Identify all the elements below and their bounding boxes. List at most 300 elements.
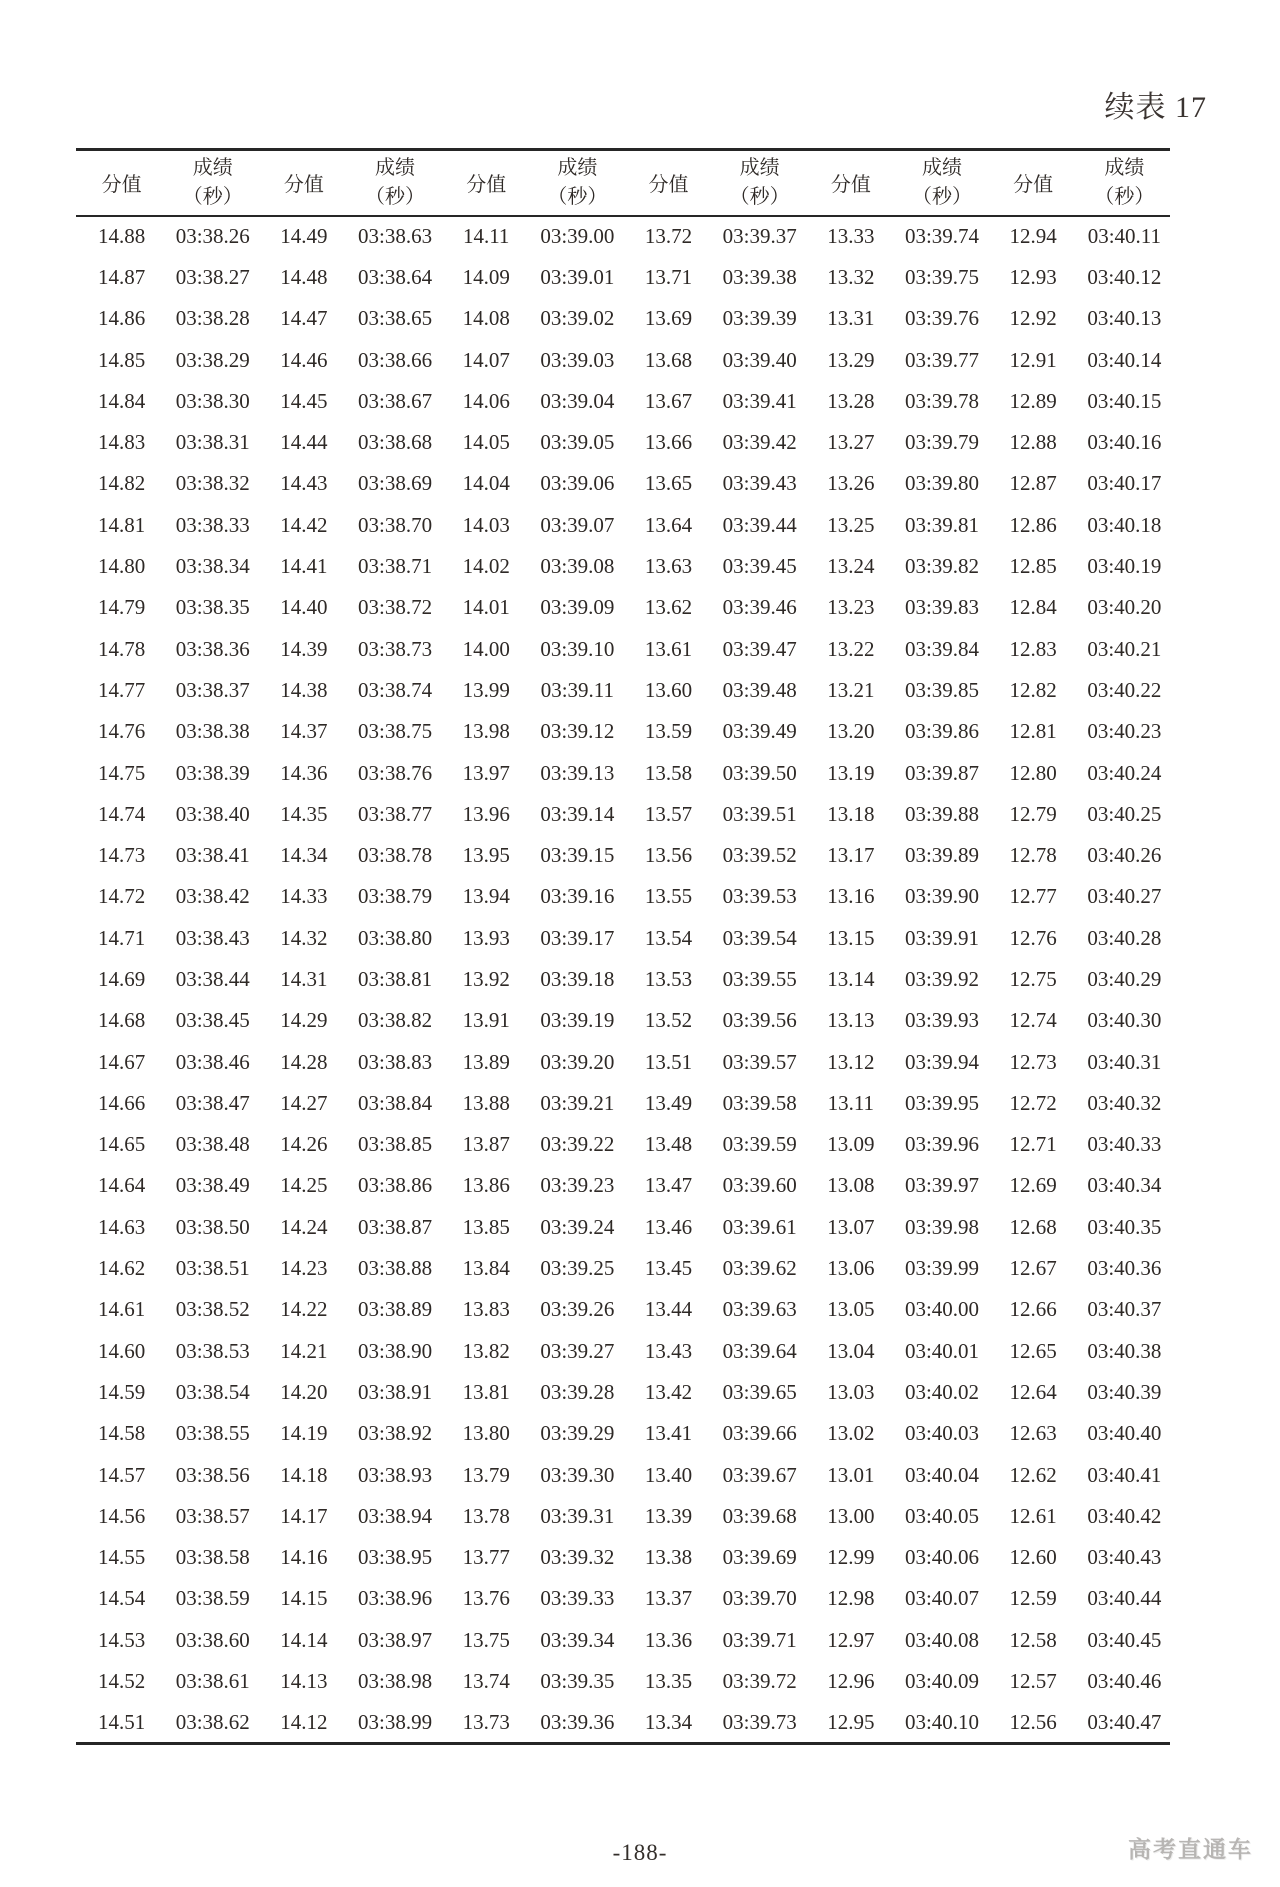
- time-cell: 03:38.35: [175, 595, 250, 620]
- score-cell: 12.68: [1009, 1214, 1057, 1239]
- score-cell: 12.73: [1009, 1049, 1057, 1074]
- score-cell: 12.98: [827, 1586, 875, 1611]
- time-cell: 03:39.06: [540, 471, 615, 496]
- time-cell: 03:39.49: [722, 719, 797, 744]
- time-cell: 03:38.80: [358, 925, 433, 950]
- time-cell: 03:40.44: [1087, 1586, 1162, 1611]
- time-cell: 03:38.63: [358, 224, 433, 249]
- score-cell: 14.84: [97, 388, 146, 413]
- time-cell: 03:39.27: [540, 1338, 615, 1363]
- time-cell: 03:38.75: [358, 719, 433, 744]
- score-cell: 14.11: [462, 224, 510, 249]
- score-cell: 14.09: [462, 264, 510, 289]
- score-column-header: 分值: [441, 150, 532, 216]
- time-cell: 03:40.04: [904, 1462, 980, 1487]
- score-cell: 12.76: [1009, 925, 1057, 950]
- score-cell: 14.24: [280, 1214, 328, 1239]
- score-cell: 14.08: [462, 306, 510, 331]
- time-cell: 03:39.16: [540, 884, 615, 909]
- score-column-header: 分值: [988, 150, 1079, 216]
- score-cell: 13.48: [644, 1132, 693, 1157]
- table-row: [76, 1083, 1170, 1124]
- time-cell: 03:39.76: [904, 306, 980, 331]
- score-cell: 14.15: [280, 1586, 328, 1611]
- time-cell: 03:39.14: [540, 801, 615, 826]
- score-cell: 13.15: [827, 925, 875, 950]
- score-cell: 14.28: [280, 1049, 328, 1074]
- score-cell: 13.34: [644, 1709, 693, 1734]
- score-cell: 14.59: [97, 1379, 146, 1404]
- time-cell: 03:40.40: [1087, 1421, 1162, 1446]
- score-cell: 13.71: [644, 264, 693, 289]
- score-cell: 13.25: [827, 512, 875, 537]
- time-cell: 03:38.71: [358, 554, 433, 579]
- watermark-text: 高考直通车: [1128, 1836, 1253, 1862]
- score-cell: 14.02: [462, 554, 510, 579]
- time-cell: 03:39.89: [904, 843, 980, 868]
- time-cell: 03:38.29: [175, 347, 250, 372]
- table-row: [76, 752, 1170, 793]
- score-cell: 14.68: [97, 1008, 146, 1033]
- time-cell: 03:39.00: [540, 224, 615, 249]
- score-cell: 13.60: [644, 677, 693, 702]
- time-cell: 03:39.82: [904, 554, 980, 579]
- time-cell: 03:38.42: [175, 884, 250, 909]
- score-cell: 13.83: [462, 1297, 510, 1322]
- score-cell: 13.04: [827, 1338, 875, 1363]
- score-cell: 13.74: [462, 1669, 510, 1694]
- time-cell: 03:40.08: [904, 1627, 980, 1652]
- time-cell: 03:40.29: [1087, 966, 1162, 991]
- score-cell: 14.48: [280, 264, 328, 289]
- score-cell: 14.37: [280, 719, 328, 744]
- score-cell: 12.60: [1009, 1545, 1057, 1570]
- score-cell: 14.49: [280, 224, 328, 249]
- score-cell: 14.06: [462, 388, 510, 413]
- score-cell: 12.69: [1009, 1173, 1057, 1198]
- table-row: [76, 670, 1170, 711]
- table-row: [76, 505, 1170, 546]
- time-cell: 03:38.67: [358, 388, 433, 413]
- score-cell: 14.12: [280, 1709, 328, 1734]
- score-cell: 13.06: [827, 1256, 875, 1281]
- time-cell: 03:38.98: [358, 1669, 433, 1694]
- score-cell: 13.59: [644, 719, 693, 744]
- time-cell: 03:39.08: [540, 554, 615, 579]
- score-cell: 13.46: [644, 1214, 693, 1239]
- score-cell: 13.32: [827, 264, 875, 289]
- time-cell: 03:39.45: [722, 554, 797, 579]
- time-cell: 03:38.88: [358, 1256, 433, 1281]
- table-row: [76, 711, 1170, 752]
- table-row: [76, 1620, 1170, 1661]
- score-cell: 14.33: [280, 884, 328, 909]
- table-row: [76, 835, 1170, 876]
- time-cell: 03:38.43: [175, 925, 250, 950]
- time-cell: 03:40.39: [1087, 1379, 1162, 1404]
- time-cell: 03:39.65: [722, 1379, 797, 1404]
- score-cell: 13.97: [462, 760, 510, 785]
- score-cell: 13.22: [827, 636, 875, 661]
- time-cell: 03:38.64: [358, 264, 433, 289]
- score-cell: 14.44: [280, 430, 328, 455]
- time-cell: 03:39.38: [722, 264, 797, 289]
- time-cell: 03:40.14: [1087, 347, 1162, 372]
- score-cell: 14.41: [280, 554, 328, 579]
- time-cell: 03:39.54: [722, 925, 797, 950]
- time-cell: 03:39.36: [540, 1709, 615, 1734]
- score-cell: 12.67: [1009, 1256, 1057, 1281]
- score-cell: 13.87: [462, 1132, 510, 1157]
- score-cell: 14.52: [97, 1669, 146, 1694]
- table-row: [76, 463, 1170, 504]
- time-column-header: 成绩 （秒）: [714, 150, 805, 216]
- time-cell: 03:39.29: [540, 1421, 615, 1446]
- score-cell: 13.98: [462, 719, 510, 744]
- table-row: [76, 1413, 1170, 1454]
- score-cell: 14.19: [280, 1421, 328, 1446]
- time-cell: 03:39.93: [904, 1008, 980, 1033]
- time-cell: 03:40.28: [1087, 925, 1162, 950]
- score-cell: 13.23: [827, 595, 875, 620]
- time-cell: 03:39.17: [540, 925, 615, 950]
- score-cell: 12.79: [1009, 801, 1057, 826]
- time-cell: 03:38.72: [358, 595, 433, 620]
- time-cell: 03:38.84: [358, 1090, 433, 1115]
- time-cell: 03:40.35: [1087, 1214, 1162, 1239]
- time-cell: 03:38.53: [175, 1338, 250, 1363]
- score-cell: 13.05: [827, 1297, 875, 1322]
- score-cell: 13.13: [827, 1008, 875, 1033]
- score-cell: 14.17: [280, 1503, 328, 1528]
- score-cell: 14.39: [280, 636, 328, 661]
- time-cell: 03:39.60: [722, 1173, 797, 1198]
- table-row: [76, 1454, 1170, 1495]
- score-cell: 13.78: [462, 1503, 510, 1528]
- time-cell: 03:38.66: [358, 347, 433, 372]
- score-cell: 13.20: [827, 719, 875, 744]
- score-cell: 13.91: [462, 1008, 510, 1033]
- score-cell: 14.26: [280, 1132, 328, 1157]
- time-cell: 03:40.17: [1087, 471, 1162, 496]
- time-cell: 03:40.00: [904, 1297, 980, 1322]
- time-cell: 03:38.38: [175, 719, 250, 744]
- time-cell: 03:39.02: [540, 306, 615, 331]
- time-cell: 03:39.11: [540, 677, 615, 702]
- time-cell: 03:39.63: [722, 1297, 797, 1322]
- time-cell: 03:40.15: [1087, 388, 1162, 413]
- score-cell: 12.63: [1009, 1421, 1057, 1446]
- table-row: [76, 1496, 1170, 1537]
- score-cell: 14.83: [97, 430, 146, 455]
- time-cell: 03:38.60: [175, 1627, 250, 1652]
- score-cell: 12.94: [1009, 224, 1057, 249]
- time-cell: 03:40.41: [1087, 1462, 1162, 1487]
- time-cell: 03:39.46: [722, 595, 797, 620]
- score-cell: 13.58: [644, 760, 693, 785]
- table-row: [76, 339, 1170, 380]
- time-cell: 03:39.41: [722, 388, 797, 413]
- score-cell: 14.00: [462, 636, 510, 661]
- time-cell: 03:38.91: [358, 1379, 433, 1404]
- time-cell: 03:40.21: [1087, 636, 1162, 661]
- time-cell: 03:39.97: [904, 1173, 980, 1198]
- score-column-header: 分值: [623, 150, 714, 216]
- score-cell: 14.07: [462, 347, 510, 372]
- table-row: [76, 1702, 1170, 1743]
- time-cell: 03:39.30: [540, 1462, 615, 1487]
- score-cell: 14.45: [280, 388, 328, 413]
- score-cell: 14.85: [97, 347, 146, 372]
- score-cell: 14.38: [280, 677, 328, 702]
- score-cell: 14.69: [97, 966, 146, 991]
- time-cell: 03:40.43: [1087, 1545, 1162, 1570]
- time-cell: 03:38.44: [175, 966, 250, 991]
- time-cell: 03:39.51: [722, 801, 797, 826]
- score-cell: 13.16: [827, 884, 875, 909]
- table-row: [76, 1331, 1170, 1372]
- score-cell: 13.84: [462, 1256, 510, 1281]
- score-cell: 14.21: [280, 1338, 328, 1363]
- time-cell: 03:38.48: [175, 1132, 250, 1157]
- time-cell: 03:39.87: [904, 760, 980, 785]
- score-cell: 14.46: [280, 347, 328, 372]
- score-cell: 14.79: [97, 595, 146, 620]
- score-cell: 14.23: [280, 1256, 328, 1281]
- table-row: [76, 1537, 1170, 1578]
- score-cell: 14.74: [97, 801, 146, 826]
- score-cell: 12.66: [1009, 1297, 1057, 1322]
- score-cell: 13.55: [644, 884, 693, 909]
- time-cell: 03:39.59: [722, 1132, 797, 1157]
- time-cell: 03:38.78: [358, 843, 433, 868]
- score-cell: 12.97: [827, 1627, 875, 1652]
- time-cell: 03:39.84: [904, 636, 980, 661]
- score-cell: 13.72: [644, 224, 693, 249]
- score-cell: 13.99: [462, 677, 510, 702]
- score-cell: 13.02: [827, 1421, 875, 1446]
- score-table-wrap: [76, 148, 1170, 1745]
- time-cell: 03:39.55: [722, 966, 797, 991]
- time-cell: 03:38.94: [358, 1503, 433, 1528]
- time-cell: 03:39.79: [904, 430, 980, 455]
- time-cell: 03:39.03: [540, 347, 615, 372]
- score-cell: 14.25: [280, 1173, 328, 1198]
- score-cell: 14.75: [97, 760, 146, 785]
- score-cell: 13.85: [462, 1214, 510, 1239]
- score-cell: 13.52: [644, 1008, 693, 1033]
- time-cell: 03:38.93: [358, 1462, 433, 1487]
- time-cell: 03:38.76: [358, 760, 433, 785]
- table-row: [76, 876, 1170, 917]
- score-cell: 13.88: [462, 1090, 510, 1115]
- time-cell: 03:38.46: [175, 1049, 250, 1074]
- time-cell: 03:38.36: [175, 636, 250, 661]
- score-cell: 14.05: [462, 430, 510, 455]
- score-cell: 13.49: [644, 1090, 693, 1115]
- time-cell: 03:40.02: [904, 1379, 980, 1404]
- time-cell: 03:38.95: [358, 1545, 433, 1570]
- time-cell: 03:38.59: [175, 1586, 250, 1611]
- time-column-header: 成绩 （秒）: [1079, 150, 1170, 216]
- score-cell: 13.56: [644, 843, 693, 868]
- time-cell: 03:39.98: [904, 1214, 980, 1239]
- score-cell: 13.37: [644, 1586, 693, 1611]
- score-cell: 14.88: [97, 224, 146, 249]
- time-cell: 03:39.37: [722, 224, 797, 249]
- score-cell: 13.19: [827, 760, 875, 785]
- score-cell: 14.77: [97, 677, 146, 702]
- time-cell: 03:39.94: [904, 1049, 980, 1074]
- score-cell: 14.13: [280, 1669, 328, 1694]
- time-cell: 03:38.39: [175, 760, 250, 785]
- time-cell: 03:38.27: [175, 264, 250, 289]
- time-cell: 03:38.26: [175, 224, 250, 249]
- time-cell: 03:40.22: [1087, 677, 1162, 702]
- time-cell: 03:38.90: [358, 1338, 433, 1363]
- time-cell: 03:38.87: [358, 1214, 433, 1239]
- score-cell: 12.88: [1009, 430, 1057, 455]
- score-cell: 13.17: [827, 843, 875, 868]
- time-column-header: 成绩 （秒）: [167, 150, 258, 216]
- score-cell: 14.27: [280, 1090, 328, 1115]
- time-cell: 03:39.22: [540, 1132, 615, 1157]
- time-cell: 03:39.92: [904, 966, 980, 991]
- table-row: [76, 1041, 1170, 1082]
- time-cell: 03:40.24: [1087, 760, 1162, 785]
- time-cell: 03:40.16: [1087, 430, 1162, 455]
- score-cell: 13.80: [462, 1421, 510, 1446]
- score-cell: 14.76: [97, 719, 146, 744]
- score-cell: 14.42: [280, 512, 328, 537]
- time-cell: 03:39.07: [540, 512, 615, 537]
- time-cell: 03:40.25: [1087, 801, 1162, 826]
- time-column-header: 成绩 （秒）: [532, 150, 623, 216]
- score-cell: 13.00: [827, 1503, 875, 1528]
- time-cell: 03:38.83: [358, 1049, 433, 1074]
- score-cell: 12.82: [1009, 677, 1057, 702]
- score-cell: 14.78: [97, 636, 146, 661]
- time-cell: 03:38.70: [358, 512, 433, 537]
- score-cell: 13.08: [827, 1173, 875, 1198]
- time-cell: 03:39.74: [904, 224, 980, 249]
- time-cell: 03:39.61: [722, 1214, 797, 1239]
- score-cell: 14.54: [97, 1586, 146, 1611]
- time-cell: 03:39.57: [722, 1049, 797, 1074]
- time-cell: 03:39.91: [904, 925, 980, 950]
- time-cell: 03:40.45: [1087, 1627, 1162, 1652]
- time-cell: 03:39.77: [904, 347, 980, 372]
- time-cell: 03:40.33: [1087, 1132, 1162, 1157]
- score-cell: 14.82: [97, 471, 146, 496]
- time-cell: 03:38.40: [175, 801, 250, 826]
- time-cell: 03:39.39: [722, 306, 797, 331]
- score-cell: 12.64: [1009, 1379, 1057, 1404]
- score-cell: 13.43: [644, 1338, 693, 1363]
- score-cell: 12.65: [1009, 1338, 1057, 1363]
- time-cell: 03:39.05: [540, 430, 615, 455]
- score-cell: 13.28: [827, 388, 875, 413]
- time-cell: 03:39.15: [540, 843, 615, 868]
- score-cell: 13.14: [827, 966, 875, 991]
- score-cell: 13.79: [462, 1462, 510, 1487]
- score-cell: 14.64: [97, 1173, 146, 1198]
- score-cell: 14.71: [97, 925, 146, 950]
- score-table-header: [76, 150, 1170, 216]
- time-cell: 03:40.38: [1087, 1338, 1162, 1363]
- time-cell: 03:39.69: [722, 1545, 797, 1570]
- time-cell: 03:40.06: [904, 1545, 980, 1570]
- score-cell: 12.59: [1009, 1586, 1057, 1611]
- score-cell: 12.72: [1009, 1090, 1057, 1115]
- time-cell: 03:39.66: [722, 1421, 797, 1446]
- score-cell: 13.54: [644, 925, 693, 950]
- table-row: [76, 216, 1170, 257]
- score-cell: 14.60: [97, 1338, 146, 1363]
- time-cell: 03:39.52: [722, 843, 797, 868]
- table-row: [76, 1289, 1170, 1330]
- time-cell: 03:40.27: [1087, 884, 1162, 909]
- score-cell: 13.89: [462, 1049, 510, 1074]
- score-cell: 14.35: [280, 801, 328, 826]
- time-cell: 03:38.62: [175, 1709, 250, 1734]
- score-cell: 13.44: [644, 1297, 693, 1322]
- time-cell: 03:39.68: [722, 1503, 797, 1528]
- score-cell: 14.56: [97, 1503, 146, 1528]
- time-cell: 03:38.55: [175, 1421, 250, 1446]
- table-row: [76, 257, 1170, 298]
- score-cell: 12.58: [1009, 1627, 1057, 1652]
- table-row: [76, 1661, 1170, 1702]
- score-cell: 13.77: [462, 1545, 510, 1570]
- score-cell: 13.95: [462, 843, 510, 868]
- score-cell: 13.18: [827, 801, 875, 826]
- score-cell: 14.53: [97, 1627, 146, 1652]
- score-cell: 14.87: [97, 264, 146, 289]
- time-cell: 03:38.41: [175, 843, 250, 868]
- time-cell: 03:38.37: [175, 677, 250, 702]
- time-cell: 03:39.13: [540, 760, 615, 785]
- score-cell: 14.57: [97, 1462, 146, 1487]
- time-cell: 03:39.47: [722, 636, 797, 661]
- time-cell: 03:40.10: [904, 1709, 980, 1734]
- time-cell: 03:38.85: [358, 1132, 433, 1157]
- time-cell: 03:38.97: [358, 1627, 433, 1652]
- score-cell: 13.93: [462, 925, 510, 950]
- time-cell: 03:38.28: [175, 306, 250, 331]
- score-cell: 13.86: [462, 1173, 510, 1198]
- time-cell: 03:38.69: [358, 471, 433, 496]
- score-cell: 13.12: [827, 1049, 875, 1074]
- time-cell: 03:38.73: [358, 636, 433, 661]
- score-cell: 14.51: [97, 1709, 146, 1734]
- score-cell: 12.85: [1009, 554, 1057, 579]
- time-cell: 03:39.12: [540, 719, 615, 744]
- time-cell: 03:40.42: [1087, 1503, 1162, 1528]
- time-cell: 03:40.36: [1087, 1256, 1162, 1281]
- table-row: [76, 1165, 1170, 1206]
- score-cell: 13.66: [644, 430, 693, 455]
- time-cell: 03:39.67: [722, 1462, 797, 1487]
- score-cell: 13.39: [644, 1503, 693, 1528]
- score-cell: 12.74: [1009, 1008, 1057, 1033]
- time-cell: 03:38.56: [175, 1462, 250, 1487]
- score-cell: 14.80: [97, 554, 146, 579]
- score-cell: 12.95: [827, 1709, 875, 1734]
- page-number: -188-: [612, 1840, 668, 1865]
- time-cell: 03:39.53: [722, 884, 797, 909]
- score-cell: 13.57: [644, 801, 693, 826]
